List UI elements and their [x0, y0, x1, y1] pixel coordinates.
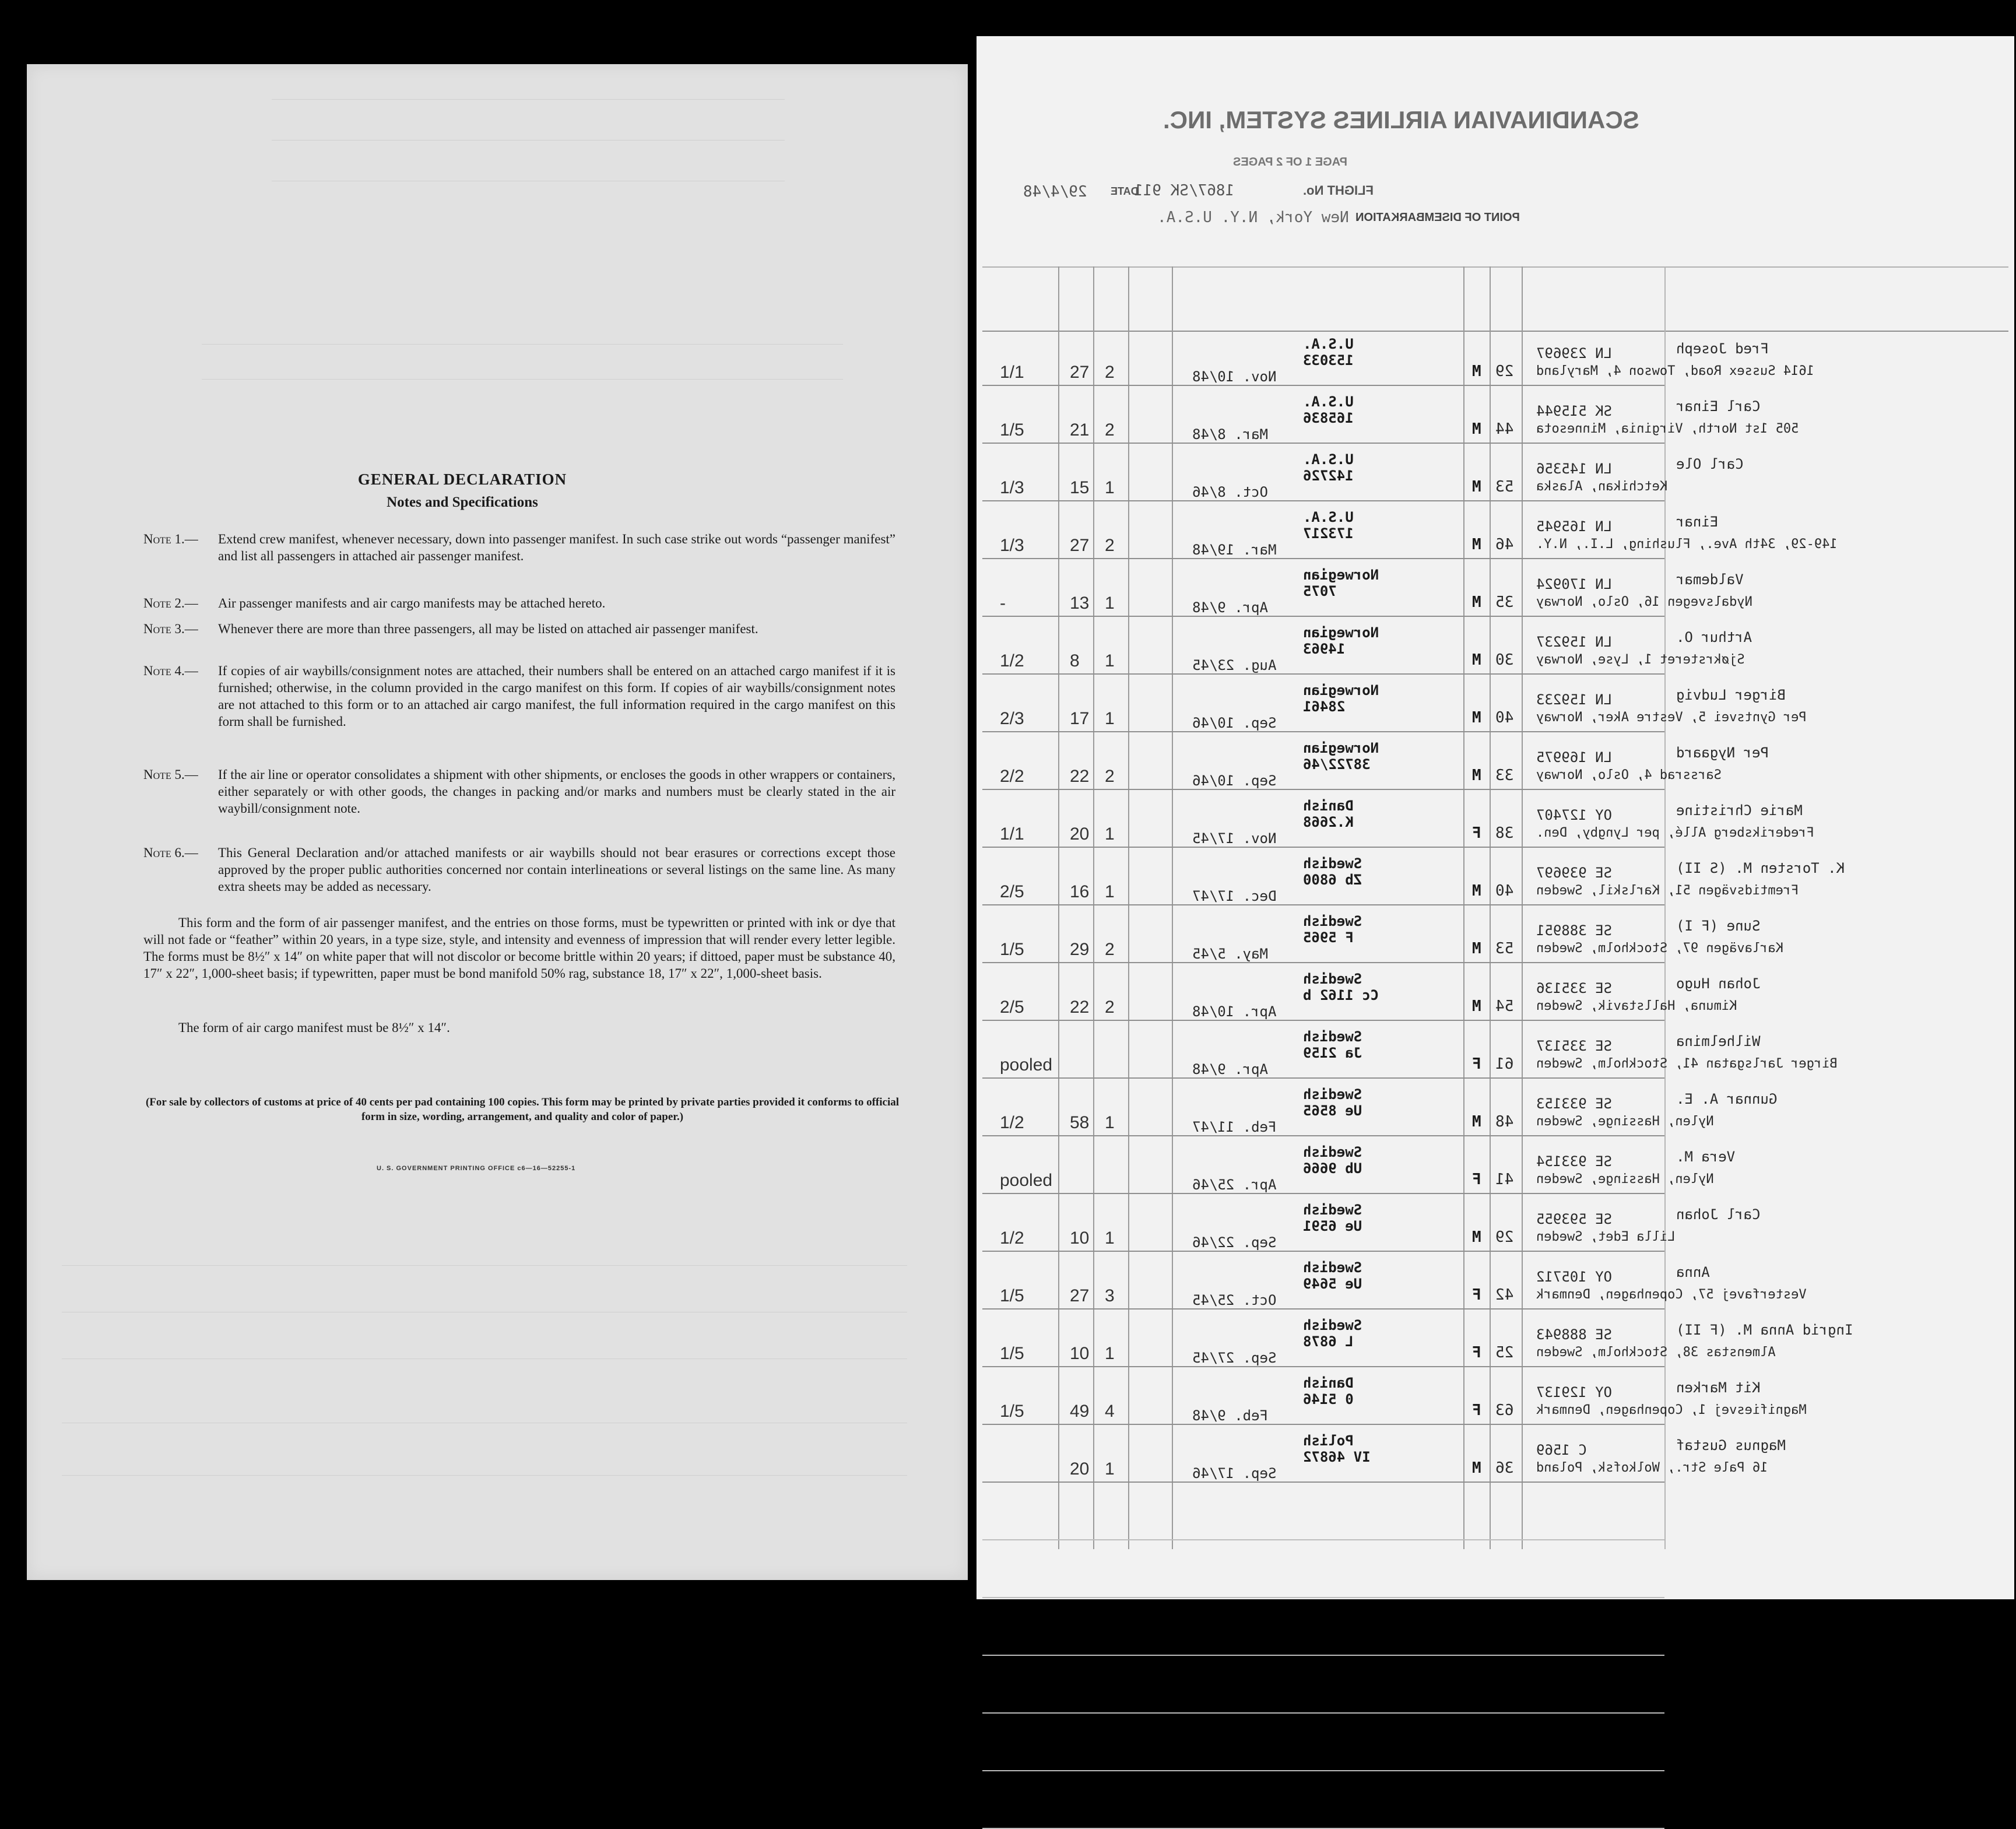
note-text: Whenever there are more than three passengers, all may be listed on attached air passenger manifest. — [218, 622, 758, 636]
passport-cell: SE 593955 — [1536, 1211, 1613, 1227]
nationality-cell: Norwegian — [1303, 567, 1379, 583]
passenger-name-cell: Carl Johan — [1676, 1206, 1761, 1223]
manifest-row — [977, 798, 2014, 847]
issued-date-cell: Feb. 9/48 — [1192, 1407, 1269, 1424]
address-cell: Ketchikan, Alaska — [1536, 479, 1668, 494]
kilos-cell: 17 — [1070, 709, 1090, 728]
passport-cell: SE 939697 — [1536, 865, 1613, 881]
flight-label: FLIGHT No. — [1303, 183, 1374, 198]
kilos-cell: 10 — [1070, 1228, 1090, 1248]
row-rule — [982, 673, 1664, 675]
sex-cell: M — [1472, 1228, 1481, 1246]
age-cell: 63 — [1495, 1402, 1514, 1419]
address-cell: 16 Pale Str., Wolkofsk, Poland — [1536, 1461, 1768, 1475]
row-rule — [982, 1135, 1664, 1136]
document-number-cell: 142726 — [1303, 468, 1354, 484]
manifest-row — [977, 1259, 2014, 1308]
nationality-cell: U.S.A. — [1303, 394, 1354, 410]
passenger-name-cell: Carl Einar — [1676, 398, 1761, 415]
address-cell: 1614 Sussex Road, Towson 4, Maryland — [1536, 364, 1814, 378]
sex-cell: F — [1472, 1402, 1481, 1419]
note-label: Note 1.— — [143, 532, 198, 546]
document-number-cell: 28461 — [1303, 698, 1346, 715]
row-rule — [982, 616, 1664, 617]
age-cell: 29 — [1495, 363, 1514, 380]
volume-cell: 1/2 — [1000, 651, 1024, 670]
volume-cell: 2/5 — [1000, 882, 1024, 901]
passport-cell: LN 169975 — [1536, 749, 1613, 766]
passenger-name-cell: Sune (F I) — [1676, 918, 1761, 934]
passport-cell: LN 165945 — [1536, 518, 1613, 535]
manifest-row — [977, 971, 2014, 1020]
note-label: Note 6.— — [143, 845, 198, 860]
sex-cell: M — [1472, 882, 1481, 900]
document-number-cell: Ub 9666 — [1303, 1160, 1362, 1177]
passenger-name-cell: Johan Hugo — [1676, 975, 1761, 992]
pieces-cell: 1 — [1105, 1113, 1115, 1132]
passenger-name-cell: Arthur O. — [1676, 629, 1752, 645]
manifest-row — [977, 855, 2014, 904]
sex-cell: M — [1472, 420, 1481, 438]
address-cell: Fremtidsvägen 51, Karlskil, Sweden — [1536, 883, 1799, 898]
passport-cell: SE 933153 — [1536, 1096, 1613, 1112]
passenger-name-cell: Gunnar A. E. — [1676, 1091, 1778, 1107]
row-rule — [982, 443, 1664, 444]
kilos-cell: 27 — [1070, 1286, 1090, 1305]
volume-cell: - — [1000, 594, 1006, 613]
note-4 — [143, 662, 895, 730]
sex-cell: M — [1472, 709, 1481, 726]
passenger-name-cell: Einar — [1676, 514, 1719, 530]
address-cell: Karlavägen 97, Stockholm, Sweden — [1536, 941, 1783, 956]
issued-date-cell: Aug. 23/45 — [1192, 657, 1277, 673]
issued-date-cell: Oct. 8/46 — [1192, 484, 1269, 500]
sex-cell: M — [1472, 998, 1481, 1015]
sex-cell: F — [1472, 1055, 1481, 1073]
note-6 — [143, 844, 895, 895]
bleed-through-form-middle — [202, 309, 843, 414]
manifest-row — [977, 1086, 2014, 1135]
sex-cell: M — [1472, 651, 1481, 669]
header-rule — [982, 266, 2008, 268]
nationality-cell: U.S.A. — [1303, 509, 1354, 525]
note-2 — [143, 595, 895, 612]
row-rule — [982, 1366, 1664, 1367]
issued-date-cell: Sep. 22/46 — [1192, 1234, 1277, 1251]
sex-cell: M — [1472, 1459, 1481, 1477]
flight-number: 1867/SK 911 — [1134, 182, 1235, 199]
passport-cell: SK 515944 — [1536, 403, 1613, 419]
passport-cell: LN 159233 — [1536, 691, 1613, 708]
sex-cell: M — [1472, 1113, 1481, 1131]
age-cell: 54 — [1495, 998, 1514, 1015]
document-number-cell: Ja 2159 — [1303, 1045, 1362, 1061]
kilos-cell: 29 — [1070, 940, 1090, 959]
age-cell: 40 — [1495, 882, 1514, 900]
date-label: DATE — [1111, 185, 1139, 197]
document-number-cell: 38722/46 — [1303, 756, 1371, 773]
nationality-cell: Swedish — [1303, 1028, 1362, 1045]
age-cell: 48 — [1495, 1113, 1514, 1131]
row-rule — [982, 731, 1664, 732]
passenger-name-cell: Wilhelmina — [1676, 1033, 1761, 1049]
volume-cell: pooled — [1000, 1055, 1053, 1075]
document-number-cell: 165836 — [1303, 410, 1354, 426]
age-cell: 38 — [1495, 824, 1514, 842]
sex-cell: M — [1472, 940, 1481, 957]
age-cell: 41 — [1495, 1171, 1514, 1188]
row-rule — [982, 1020, 1664, 1021]
pieces-cell: 3 — [1105, 1286, 1115, 1305]
address-cell: Vesterfavej 57, Copenhagen, Denmark — [1536, 1287, 1807, 1302]
manifest-row — [977, 567, 2014, 616]
kilos-cell: 15 — [1070, 478, 1090, 497]
age-cell: 53 — [1495, 478, 1514, 496]
empty-row-rule — [982, 1539, 1664, 1540]
passport-cell: C 1569 — [1536, 1442, 1587, 1458]
volume-cell: 1/5 — [1000, 1286, 1024, 1305]
document-number-cell: K.2668 — [1303, 814, 1354, 830]
nationality-cell: Norwegian — [1303, 682, 1379, 698]
passenger-name-cell: Birger Ludvig — [1676, 687, 1786, 703]
volume-cell: 1/5 — [1000, 1344, 1024, 1363]
bleed-through-form-bottom — [62, 1230, 907, 1487]
document-number-cell: 14963 — [1303, 641, 1346, 657]
pieces-cell: 1 — [1105, 1344, 1115, 1363]
nationality-cell: Swedish — [1303, 1317, 1362, 1333]
passenger-name-cell: Ingrid Anna M. (F II) — [1676, 1322, 1853, 1338]
age-cell: 40 — [1495, 709, 1514, 726]
volume-cell: 2/3 — [1000, 709, 1024, 728]
sex-cell: M — [1472, 363, 1481, 380]
passport-cell: LN 159237 — [1536, 634, 1613, 650]
document-number-cell: IV 46872 — [1303, 1449, 1371, 1465]
address-cell: Sjøkrsteret 1, Lyse, Norway — [1536, 652, 1745, 667]
declaration-subheading: Notes and Specifications — [387, 494, 538, 510]
volume-cell: 1/5 — [1000, 940, 1024, 959]
port-value: New York, N.Y. U.S.A. — [1157, 209, 1349, 226]
volume-cell: 1/3 — [1000, 536, 1024, 555]
passenger-name-cell: Fred Joseph — [1676, 340, 1769, 357]
note-5 — [143, 766, 895, 817]
passenger-name-cell: Kit Marken — [1676, 1379, 1761, 1396]
passenger-name-cell: K. Torsten M. (S II) — [1676, 860, 1845, 876]
passport-cell: SE 888943 — [1536, 1326, 1613, 1343]
issued-date-cell: Apr. 9/48 — [1192, 1061, 1269, 1077]
passport-cell: LN 239697 — [1536, 345, 1613, 361]
issued-date-cell: Mar. 19/48 — [1192, 542, 1277, 558]
address-cell: Lilla Edet, Sweden — [1536, 1230, 1676, 1244]
age-cell: 61 — [1495, 1055, 1514, 1073]
note-text: Air passenger manifests and air cargo manifests may be attached hereto. — [218, 596, 606, 610]
passenger-name-cell: Valdemar — [1676, 571, 1744, 588]
manifest-row — [977, 1028, 2014, 1077]
sex-cell: F — [1472, 1344, 1481, 1361]
pieces-cell: 2 — [1105, 420, 1115, 440]
passenger-name-cell: Magnus Gustaf — [1676, 1437, 1786, 1454]
document-number-cell: 173217 — [1303, 525, 1354, 542]
kilos-cell: 10 — [1070, 1344, 1090, 1363]
note-label: Note 3.— — [143, 622, 198, 636]
nationality-cell: Danish — [1303, 1375, 1354, 1391]
issued-date-cell: Oct. 25/45 — [1192, 1292, 1277, 1308]
kilos-cell: 20 — [1070, 824, 1090, 844]
passport-cell: LN 170924 — [1536, 576, 1613, 592]
kilos-cell: 21 — [1070, 420, 1090, 440]
sale-note: (For sale by collectors of customs at price of 40 cents per pad containing 100 copies. This form may be printed by private parties provided it conforms to official form in size, wording, arrangement, and quality and color of paper.) — [145, 1096, 900, 1123]
passport-cell: SE 933154 — [1536, 1153, 1613, 1170]
nationality-cell: Swedish — [1303, 971, 1362, 987]
passenger-name-cell: Per Nygaard — [1676, 745, 1769, 761]
volume-cell: 1/5 — [1000, 420, 1024, 440]
sex-cell: M — [1472, 536, 1481, 553]
kilos-cell: 58 — [1070, 1113, 1090, 1132]
document-number-cell: 153033 — [1303, 352, 1354, 368]
pieces-cell: 1 — [1105, 478, 1115, 497]
document-number-cell: Ue 6591 — [1303, 1218, 1362, 1234]
kilos-cell: 49 — [1070, 1402, 1090, 1421]
sex-cell: M — [1472, 594, 1481, 611]
nationality-cell: U.S.A. — [1303, 336, 1354, 352]
manifest-row — [977, 394, 2014, 443]
passport-cell: SE 335137 — [1536, 1038, 1613, 1054]
pieces-cell: 1 — [1105, 594, 1115, 613]
row-rule — [982, 962, 1664, 963]
row-rule — [982, 385, 1664, 386]
row-rule — [982, 904, 1664, 905]
row-rule — [982, 500, 1664, 501]
age-cell: 33 — [1495, 767, 1514, 784]
general-declaration-page — [27, 64, 968, 1580]
bleed-through-form-top — [272, 76, 796, 192]
nationality-cell: Danish — [1303, 798, 1354, 814]
empty-row-rule — [982, 1712, 1664, 1714]
empty-row-rule — [982, 1770, 1664, 1771]
kilos-cell: 27 — [1070, 536, 1090, 555]
company-name: SCANDINAVIAN AIRLINES SYSTEM, INC. — [1163, 106, 1639, 134]
header-rule — [982, 331, 2008, 332]
row-rule — [982, 1308, 1664, 1310]
address-cell: Nylen, Hassinge, Sweden — [1536, 1172, 1714, 1186]
sex-cell: F — [1472, 824, 1481, 842]
row-rule — [982, 847, 1664, 848]
note-text: Extend crew manifest, whenever necessary, down into passenger manifest. In such case strike out words “passenger manifest” and list all passengers in attached air passenger manifest. — [218, 532, 895, 563]
age-cell: 36 — [1495, 1459, 1514, 1477]
nationality-cell: Swedish — [1303, 913, 1362, 929]
kilos-cell: 22 — [1070, 767, 1090, 786]
passport-cell: SE 335136 — [1536, 980, 1613, 996]
empty-row-rule — [982, 1655, 1664, 1656]
address-cell: 505 1st North, Virginia, Minnesota — [1536, 422, 1799, 436]
document-number-cell: F 5965 — [1303, 929, 1354, 946]
volume-cell: 2/2 — [1000, 767, 1024, 786]
nationality-cell: Swedish — [1303, 1144, 1362, 1160]
manifest-row — [977, 740, 2014, 789]
age-cell: 30 — [1495, 651, 1514, 669]
row-rule — [982, 1424, 1664, 1425]
pieces-cell: 1 — [1105, 882, 1115, 901]
sex-cell: F — [1472, 1286, 1481, 1304]
issued-date-cell: Sep. 27/45 — [1192, 1350, 1277, 1366]
issued-date-cell: Nov. 10/48 — [1192, 368, 1277, 385]
manifest-row — [977, 1375, 2014, 1424]
volume-cell: 1/2 — [1000, 1113, 1024, 1132]
pieces-cell: 2 — [1105, 363, 1115, 382]
sex-cell: M — [1472, 478, 1481, 496]
nationality-cell: Norwegian — [1303, 624, 1379, 641]
issued-date-cell: May. 5/45 — [1192, 946, 1269, 962]
document-number-cell: Cc 1162 b — [1303, 987, 1379, 1003]
address-cell: Kimuna, Hallstavik, Sweden — [1536, 999, 1737, 1013]
empty-row-rule — [982, 1597, 1664, 1598]
pieces-cell: 1 — [1105, 709, 1115, 728]
nationality-cell: Swedish — [1303, 1259, 1362, 1276]
row-rule — [982, 1193, 1664, 1194]
manifest-row — [977, 336, 2014, 385]
sex-cell: M — [1472, 767, 1481, 784]
manifest-row — [977, 1144, 2014, 1193]
kilos-cell: 16 — [1070, 882, 1090, 901]
nationality-cell: Swedish — [1303, 1202, 1362, 1218]
printing-office-imprint: U. S. GOVERNMENT PRINTING OFFICE c6—16—52255-1 — [377, 1165, 576, 1172]
issued-date-cell: Nov. 17/45 — [1192, 830, 1277, 847]
manifest-row — [977, 451, 2014, 500]
age-cell: 44 — [1495, 420, 1514, 438]
volume-cell: 1/1 — [1000, 363, 1024, 382]
sex-cell: F — [1472, 1171, 1481, 1188]
manifest-row — [977, 913, 2014, 962]
address-cell: 149-29, 34th Ave., Flushing, L.I., N.Y. — [1536, 537, 1838, 552]
note-label: Note 4.— — [143, 664, 198, 678]
form-requirements-paragraph: This form and the form of air passenger manifest, and the entries on those forms, must be typewritten or printed with ink or dye that will not fade or “feather” within 20 years, in a type size, style, and intensity and evenness of impression that will render every letter legible. The forms must be 8½″ x 14″ on white paper that will not discolor or become brittle within 20 years; if dittoed, paper must be substance 40, 17″ x 22″, 1,000-sheet basis; if typewritten, paper must be bond manifold 50% rag, substance 18, 17″ x 22″, 1,000-sheet basis. — [143, 915, 895, 981]
row-rule — [982, 1251, 1664, 1252]
issued-date-cell: Sep. 10/46 — [1192, 773, 1277, 789]
issued-date-cell: Sep. 17/46 — [1192, 1465, 1277, 1482]
declaration-heading: GENERAL DECLARATION — [357, 471, 567, 488]
age-cell: 53 — [1495, 940, 1514, 957]
manifest-row — [977, 1202, 2014, 1251]
passport-cell: OY 127407 — [1536, 807, 1613, 823]
pieces-cell: 1 — [1105, 824, 1115, 844]
address-cell: Per Gyntsvei 5, Vestre Aker, Norway — [1536, 710, 1807, 725]
kilos-cell: 22 — [1070, 998, 1090, 1017]
issued-date-cell: Apr. 25/46 — [1192, 1177, 1277, 1193]
document-number-cell: 0 5146 — [1303, 1391, 1354, 1407]
document-number-cell: 7075 — [1303, 583, 1337, 599]
manifest-row — [977, 682, 2014, 731]
passport-cell: SE 388951 — [1536, 922, 1613, 939]
volume-cell: 1/3 — [1000, 478, 1024, 497]
pieces-cell: 2 — [1105, 998, 1115, 1017]
document-number-cell: Zb 6800 — [1303, 872, 1362, 888]
pieces-cell: 2 — [1105, 940, 1115, 959]
note-text: If copies of air waybills/consignment notes are attached, their numbers shall be entered on an attached cargo manifest if it is furnished; otherwise, in the column provided in the cargo manifest on this form. If copies of air waybills/consignment notes are not attached to this form or to an attached air cargo manifest, the full information required in the cargo manifest on this form shall be furnished. — [218, 664, 895, 729]
issued-date-cell: Apr. 10/48 — [1192, 1003, 1277, 1020]
document-number-cell: L 6878 — [1303, 1333, 1354, 1350]
kilos-cell: 27 — [1070, 363, 1090, 382]
passenger-name-cell: Carl Ole — [1676, 456, 1744, 472]
pieces-cell: 1 — [1105, 651, 1115, 670]
note-1 — [143, 531, 895, 564]
nationality-cell: Polish — [1303, 1433, 1354, 1449]
age-cell: 46 — [1495, 536, 1514, 553]
nationality-cell: Swedish — [1303, 1086, 1362, 1103]
passenger-name-cell: Marie Christine — [1676, 802, 1803, 819]
row-rule — [982, 789, 1664, 790]
date-value: 29/4/48 — [1023, 183, 1087, 201]
issued-date-cell: Feb. 11/47 — [1192, 1119, 1277, 1135]
note-label: Note 2.— — [143, 596, 198, 610]
kilos-cell: 20 — [1070, 1459, 1090, 1479]
volume-cell: pooled — [1000, 1171, 1053, 1190]
note-label: Note 5.— — [143, 767, 198, 782]
nationality-cell: U.S.A. — [1303, 451, 1354, 468]
volume-cell: 1/5 — [1000, 1402, 1024, 1421]
address-cell: Nylen, Hassinge, Sweden — [1536, 1114, 1714, 1129]
kilos-cell: 8 — [1070, 651, 1080, 670]
row-rule — [982, 1077, 1664, 1079]
document-number-cell: Ue 5649 — [1303, 1276, 1362, 1292]
cargo-form-size-line: The form of air cargo manifest must be 8½″ x 14″. — [178, 1020, 450, 1035]
address-cell: Frederiksberg Allé, per Lyngby, Den. — [1536, 826, 1814, 840]
manifest-row — [977, 1317, 2014, 1366]
age-cell: 35 — [1495, 594, 1514, 611]
note-text: If the air line or operator consolidates a shipment with other shipments, or encloses the goods in other wrappers or containers, either separately or with other goods, the changes in packing and/or marks and numbers must be clearly stated in the air waybill/consignment note. — [218, 767, 895, 816]
age-cell: 25 — [1495, 1344, 1514, 1361]
address-cell: Almenstas 38, Stockholm, Sweden — [1536, 1345, 1776, 1360]
page-line: PAGE 1 OF 2 PAGES — [1233, 156, 1347, 168]
nationality-cell: Norwegian — [1303, 740, 1379, 756]
pieces-cell: 1 — [1105, 1228, 1115, 1248]
issued-date-cell: Mar. 8/48 — [1192, 426, 1269, 443]
note-text: This General Declaration and/or attached manifests or air waybills should not bear erasures or corrections except those approved by the proper public authorities concerned nor contain interlineations or several listings on the same line. As many extra sheets may be added as necessary. — [218, 845, 895, 894]
pieces-cell: 1 — [1105, 1459, 1115, 1479]
pieces-cell: 2 — [1105, 536, 1115, 555]
row-rule — [982, 1482, 1664, 1483]
manifest-row — [977, 509, 2014, 558]
volume-cell: 1/1 — [1000, 824, 1024, 844]
passport-cell: LN 145356 — [1536, 461, 1613, 477]
issued-date-cell: Apr. 9/48 — [1192, 599, 1269, 616]
pieces-cell: 4 — [1105, 1402, 1115, 1421]
kilos-cell: 13 — [1070, 594, 1090, 613]
port-label: POINT OF DISEMBARKATION — [1355, 211, 1520, 224]
passenger-name-cell: Anna — [1676, 1264, 1710, 1280]
manifest-row — [977, 624, 2014, 673]
issued-date-cell: Dec. 17/47 — [1192, 888, 1277, 904]
issued-date-cell: Sep. 10/46 — [1192, 715, 1277, 731]
passport-cell: OY 129137 — [1536, 1384, 1613, 1400]
address-cell: Magnifiesvej 1, Copenhagen, Denmark — [1536, 1403, 1807, 1417]
manifest-row — [977, 1433, 2014, 1482]
nationality-cell: Swedish — [1303, 855, 1362, 872]
age-cell: 42 — [1495, 1286, 1514, 1304]
age-cell: 29 — [1495, 1228, 1514, 1246]
address-cell: Nydalsvegen 16, Oslo, Norway — [1536, 595, 1752, 609]
pieces-cell: 2 — [1105, 767, 1115, 786]
note-3 — [143, 620, 895, 637]
passenger-manifest-page — [977, 36, 2014, 1599]
volume-cell: 1/2 — [1000, 1228, 1024, 1248]
address-cell: Sarssrad 4, Oslo, Norway — [1536, 768, 1722, 782]
passport-cell: OY 105712 — [1536, 1269, 1613, 1285]
passenger-name-cell: Vera M. — [1676, 1149, 1736, 1165]
row-rule — [982, 558, 1664, 559]
document-number-cell: Ue 8565 — [1303, 1103, 1362, 1119]
volume-cell: 2/5 — [1000, 998, 1024, 1017]
address-cell: Birger Jarlsgatan 41, Stockholm, Sweden — [1536, 1056, 1838, 1071]
